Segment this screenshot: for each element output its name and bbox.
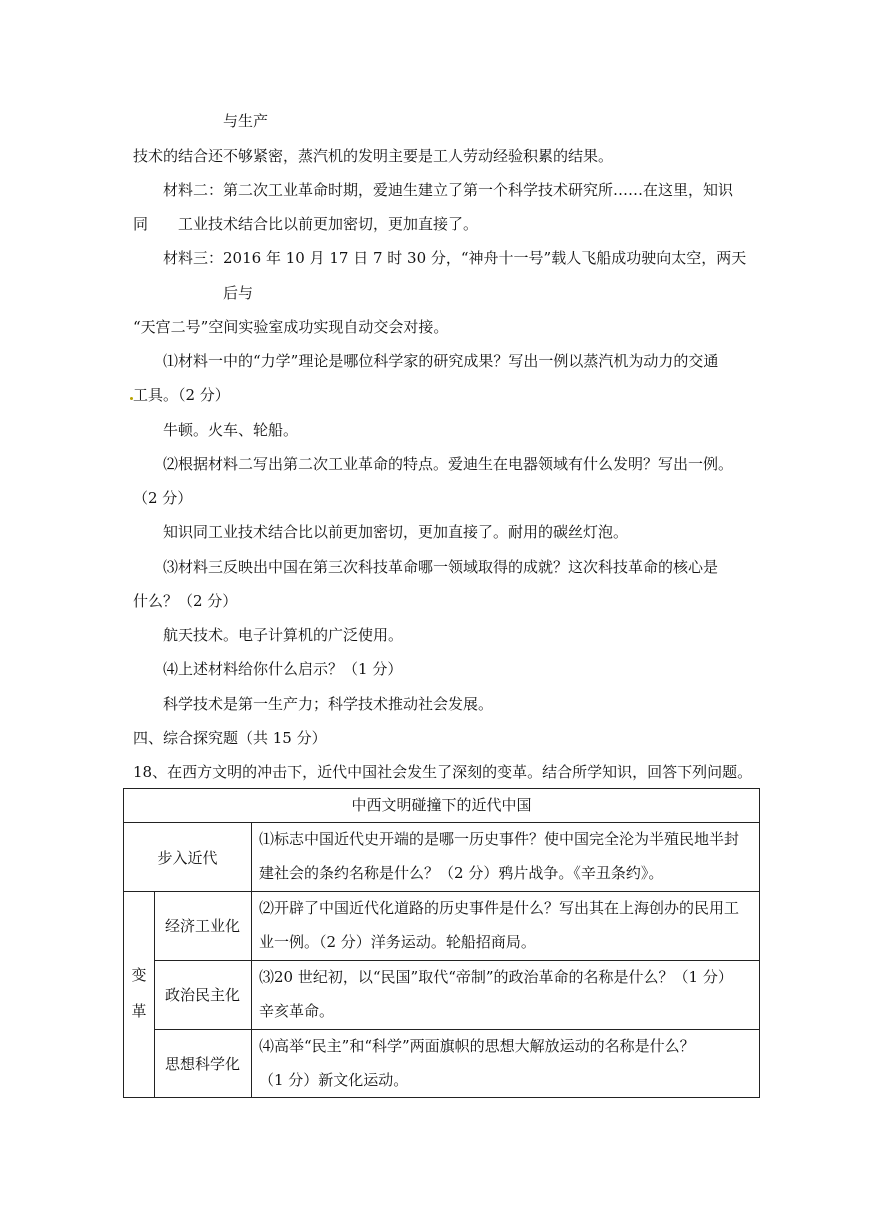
row-label-economy: 经济工业化 — [164, 917, 240, 935]
row-text: （1 分）新文化运动。 — [259, 1071, 409, 1089]
question-2: ⑵根据材料二写出第二次工业革命的特点。爱迪生在电器领域有什么发明？写出一例。 — [163, 455, 734, 473]
text-line: 材料二：第二次工业革命时期，爱迪生建立了第一个科学技术研究所……在这里，知识 — [163, 181, 734, 199]
question-4: ⑷上述材料给你什么启示？（1 分） — [163, 660, 403, 678]
row-label-thought: 思想科学化 — [164, 1055, 240, 1073]
modern-china-table — [123, 788, 760, 1098]
answer-2: 知识同工业技术结合比以前更加密切，更加直接了。耐用的碳丝灯泡。 — [163, 523, 629, 541]
row-label-politics: 政治民主化 — [164, 986, 240, 1004]
row-text: 业一例。（2 分）洋务运动。轮船招商局。 — [259, 933, 536, 951]
text-line: 材料三：2016 年 10 月 17 日 7 时 30 分，“神舟十一号”载人飞船成功驶向太空，两天 — [163, 249, 747, 267]
question-18: 18、在西方文明的冲击下，近代中国社会发生了深刻的变革。结合所学知识，回答下列问题。 — [133, 763, 753, 781]
group-label: 变 — [131, 966, 147, 984]
text-line: 与生产 — [223, 112, 269, 130]
question-1: ⑴材料一中的“力学”理论是哪位科学家的研究成果？写出一例以蒸汽机为动力的交通 — [163, 352, 719, 370]
row-text: 建社会的条约名称是什么？（2 分）鸦片战争。《辛丑条约》。 — [259, 864, 664, 882]
answer-4: 科学技术是第一生产力；科学技术推动社会发展。 — [163, 695, 494, 713]
text-line: 技术的结合还不够紧密，蒸汽机的发明主要是工人劳动经验积累的结果。 — [133, 147, 614, 165]
row-text: ⑵开辟了中国近代化道路的历史事件是什么？写出其在上海创办的民用工 — [259, 899, 740, 917]
text-line: 工具。（2 分） — [133, 386, 230, 404]
scan-mark — [130, 397, 133, 400]
table-rule — [154, 960, 759, 961]
row-text: ⑷高举“民主”和“科学”两面旗帜的思想大解放运动的名称是什么？ — [259, 1037, 695, 1055]
group-label: 革 — [131, 1002, 147, 1020]
answer-1: 牛顿。火车、轮船。 — [163, 421, 299, 439]
section-heading: 四、综合探究题（共 15 分） — [133, 729, 327, 747]
text-line: 同 工业技术结合比以前更加密切，更加直接了。 — [133, 215, 479, 233]
table-rule — [124, 891, 759, 892]
text-line: “天宫二号”空间实验室成功实现自动交会对接。 — [133, 318, 449, 336]
text-line: （2 分） — [133, 489, 193, 507]
question-3: ⑶材料三反映出中国在第三次科技革命哪一领域取得的成就？这次科技革命的核心是 — [163, 558, 719, 576]
row-text: 辛亥革命。 — [259, 1002, 335, 1020]
row-text: ⑴标志中国近代史开端的是哪一历史事件？使中国完全沦为半殖民地半封 — [259, 830, 740, 848]
table-rule — [251, 822, 252, 1097]
row-label-modern: 步入近代 — [157, 849, 218, 867]
table-rule — [124, 822, 759, 823]
table-rule — [154, 1029, 759, 1030]
answer-3: 航天技术。电子计算机的广泛使用。 — [163, 626, 404, 644]
row-text: ⑶20 世纪初，以“民国”取代“帝制”的政治革命的名称是什么？（1 分） — [259, 968, 733, 986]
table-title: 中西文明碰撞下的近代中国 — [351, 796, 532, 814]
text-line: 后与 — [223, 284, 254, 302]
text-line: 什么？（2 分） — [133, 592, 238, 610]
